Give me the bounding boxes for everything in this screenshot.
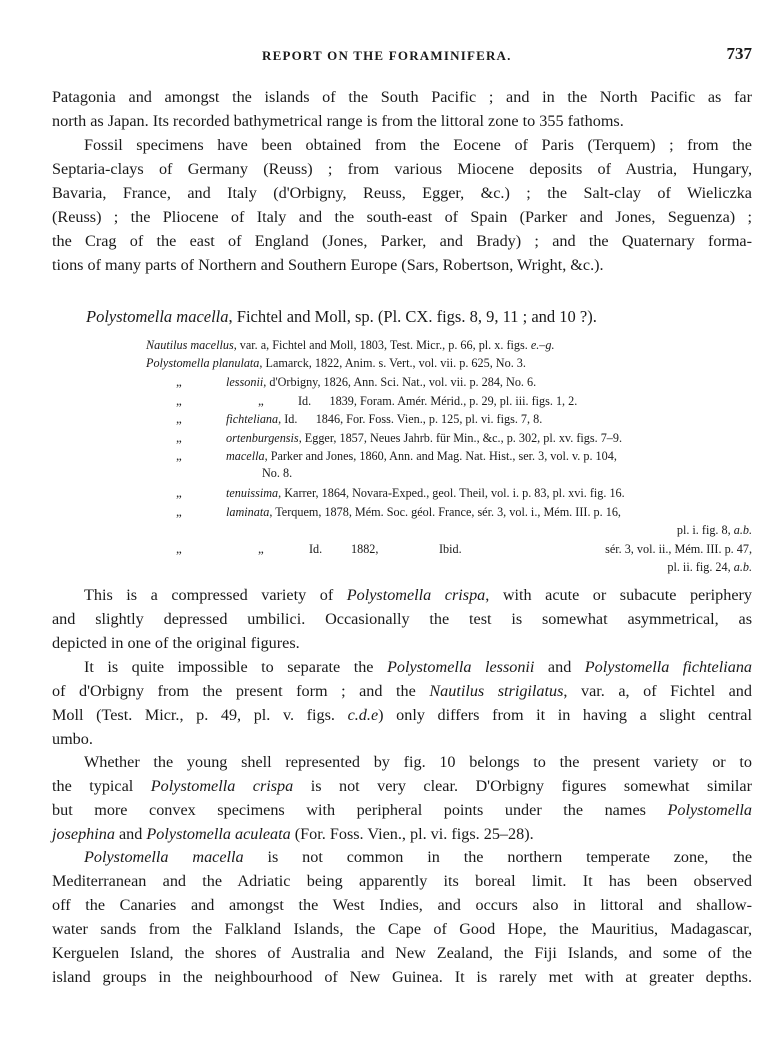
synonymy-entry — [0, 504, 776, 540]
synonymy-entry — [146, 337, 555, 353]
synonym-name: Polystomella planulata — [146, 356, 260, 370]
text-run: , var. a, of Fichtel and — [563, 682, 752, 700]
synonym-name: ortenburgensis — [226, 431, 299, 445]
synonym-citation: sér. 3, vol. ii., Mém. III. p. 47, — [605, 542, 752, 556]
text-line: Fossil specimens have been obtained from the Eocene of Paris (Terquem) ; from the — [84, 136, 752, 154]
text-line — [52, 845, 752, 869]
ditto-mark: „ — [176, 485, 182, 500]
synonym-name: laminata — [226, 505, 270, 519]
text-run: and — [534, 658, 585, 676]
text-line: Whether the young shell represented by fig. 10 belongs to the present variety or to — [84, 753, 752, 771]
synonym-citation: , Terquem, 1878, Mém. Soc. géol. France, sér. 3, vol. i., Mém. III. p. 16, — [269, 505, 621, 519]
synonymy-entry — [146, 355, 526, 371]
page-number: 737 — [726, 44, 752, 63]
text-line: Kerguelen Island, the shores of Australia and New Zealand, the Fiji Islands, and some of the — [52, 944, 752, 962]
synonymy-entry — [0, 485, 776, 501]
text-line — [52, 798, 752, 822]
page-header — [52, 44, 752, 68]
taxon-name: Polystomella fichteliana — [584, 658, 753, 676]
synonym-author: Id. — [309, 542, 323, 556]
synonym-citation: , d'Orbigny, 1826, Ann. Sci. Nat., vol. vii. p. 284, No. 6. — [263, 375, 537, 389]
taxon-name: Polystomella — [667, 801, 752, 819]
ditto-mark: „ — [176, 448, 182, 463]
text-line — [52, 774, 752, 798]
species-authority: , Fichtel and Moll, sp. (Pl. CX. figs. 8, 9, 11 ; and 10 ?). — [228, 307, 597, 326]
text-run: This is a compressed variety of — [84, 586, 347, 604]
ditto-mark: „ — [176, 411, 182, 426]
ditto-mark: „ — [258, 541, 264, 556]
text-line: and slightly depressed umbilici. Occasionally the test is somewhat asymmetrical, as — [52, 610, 752, 628]
text-line: depicted in one of the original figures. — [52, 634, 300, 652]
text-run: , with acute or subacute periphery — [485, 586, 752, 604]
paragraph-2 — [52, 133, 752, 277]
text-run: ) only differs from it in having a slight central — [378, 706, 752, 724]
synonymy-entry — [0, 393, 776, 409]
text-line — [52, 679, 752, 703]
species-heading — [86, 307, 597, 327]
text-line: Patagonia and amongst the islands of the South Pacific ; and in the North Pacific as far — [52, 88, 752, 106]
taxon-name: Nautilus strigilatus — [429, 682, 564, 700]
synonym-figs: a.b. — [733, 560, 752, 574]
text-line: water sands from the Falkland Islands, the Cape of Good Hope, the Mauritius, Madagascar, — [52, 920, 752, 938]
synonym-citation: , Egger, 1857, Neues Jahrb. für Min., &c., p. 302, pl. xv. figs. 7–9. — [298, 431, 623, 445]
synonym-citation: , Karrer, 1864, Novara-Exped., geol. Theil, vol. i. p. 83, pl. xvi. fig. 16. — [278, 486, 625, 500]
running-head: REPORT ON THE FORAMINIFERA. — [262, 48, 512, 63]
ditto-mark: „ — [176, 504, 182, 519]
text-line — [52, 655, 752, 679]
text-line: off the Canaries and amongst the West Indies, and occurs also in littoral and shallow- — [52, 896, 752, 914]
synonym-name: tenuissima — [226, 486, 279, 500]
taxon-name: Polystomella crispa — [346, 586, 486, 604]
paragraph-4 — [52, 655, 752, 751]
synonym-name: Nautilus macellus — [146, 338, 234, 352]
text-line: (Reuss) ; the Pliocene of Italy and the south-east of Spain (Parker and Jones, Seguenza) ; — [52, 208, 752, 226]
synonym-name: lessonii — [226, 375, 264, 389]
ditto-mark: „ — [258, 393, 264, 408]
text-run: but more convex specimens with peripheral points under the names — [52, 801, 668, 819]
synonym-citation-cont: No. 8. — [262, 466, 293, 480]
text-line: the Crag of the east of England (Jones, Parker, and Brady) ; and the Quaternary forma- — [52, 232, 752, 250]
taxon-name: Polystomella aculeata — [146, 825, 291, 843]
synonym-citation: Id. 1839, Foram. Amér. Mérid., p. 29, pl. iii. figs. 1, 2. — [298, 394, 578, 408]
synonym-name: macella — [226, 449, 265, 463]
text-run: and — [114, 825, 147, 843]
synonymy-entry — [0, 448, 776, 484]
paragraph-5 — [52, 750, 752, 846]
paragraph-1 — [52, 85, 752, 133]
synonymy-entry — [0, 411, 776, 427]
text-run: (For. Foss. Vien., pl. vi. figs. 25–28). — [290, 825, 534, 843]
text-run: is not very clear. D'Orbigny figures somewhat similar — [293, 777, 752, 795]
taxon-name: Polystomella macella — [84, 848, 244, 866]
paragraph-6 — [52, 845, 752, 989]
text-line: Mediterranean and the Adriatic being apparently its boreal limit. It has been observed — [52, 872, 752, 890]
text-run: Moll (Test. Micr., p. 49, pl. v. figs. — [52, 706, 348, 724]
text-line — [52, 583, 752, 607]
taxon-name: Polystomella crispa — [150, 777, 294, 795]
text-line: island groups in the neighbourhood of New Guinea. It is rarely met with at greater depths. — [52, 968, 752, 986]
synonymy-entry — [0, 541, 776, 577]
text-line: umbo. — [52, 730, 93, 748]
synonym-year: 1882, — [351, 542, 379, 556]
synonym-figs: a.b. — [733, 523, 752, 537]
text-line: Bavaria, France, and Italy (d'Orbigny, Reuss, Egger, &c.) ; the Salt-clay of Wieliczka — [52, 184, 752, 202]
synonym-citation: , Lamarck, 1822, Anim. s. Vert., vol. vii. p. 625, No. 3. — [259, 356, 526, 370]
synonym-citation-cont: pl. i. fig. 8, — [676, 523, 734, 537]
synonym-name: fichteliana — [226, 412, 279, 426]
text-run: the typical — [52, 777, 151, 795]
text-run: of d'Orbigny from the present form ; and the — [52, 682, 430, 700]
ditto-mark: „ — [176, 541, 182, 556]
synonymy-entry — [0, 374, 776, 390]
ditto-mark: „ — [176, 393, 182, 408]
species-name: Polystomella macella — [86, 307, 229, 326]
text-line: tions of many parts of Northern and Southern Europe (Sars, Robertson, Wright, &c.). — [52, 256, 604, 274]
synonym-citation: , Id. 1846, For. Foss. Vien., p. 125, pl. vi. figs. 7, 8. — [278, 412, 543, 426]
taxon-name: Polystomella lessonii — [386, 658, 535, 676]
ditto-mark: „ — [176, 374, 182, 389]
synonym-citation: , var. a, Fichtel and Moll, 1803, Test. Micr., p. 66, pl. x. figs. — [233, 338, 531, 352]
text-line: Septaria-clays of Germany (Reuss) ; from various Miocene deposits of Austria, Hungary, — [52, 160, 752, 178]
synonym-citation: , Parker and Jones, 1860, Ann. and Mag. Nat. Hist., ser. 3, vol. v. p. 104, — [264, 449, 617, 463]
paragraph-3 — [52, 583, 752, 655]
taxon-name: josephina — [52, 825, 115, 843]
text-line — [52, 703, 752, 727]
text-run: It is quite impossible to separate the — [84, 658, 387, 676]
synonym-figs: e.–g. — [530, 338, 555, 352]
ditto-mark: „ — [176, 430, 182, 445]
figure-ref: c.d.e — [347, 706, 379, 724]
synonym-ibid: Ibid. — [439, 542, 462, 556]
synonymy-entry — [0, 430, 776, 446]
text-run: is not common in the northern temperate zone, the — [243, 848, 752, 866]
text-line: north as Japan. Its recorded bathymetrical range is from the littoral zone to 355 fathoms. — [52, 112, 624, 130]
text-line — [52, 822, 752, 846]
synonym-citation-cont: pl. ii. fig. 24, — [667, 560, 734, 574]
